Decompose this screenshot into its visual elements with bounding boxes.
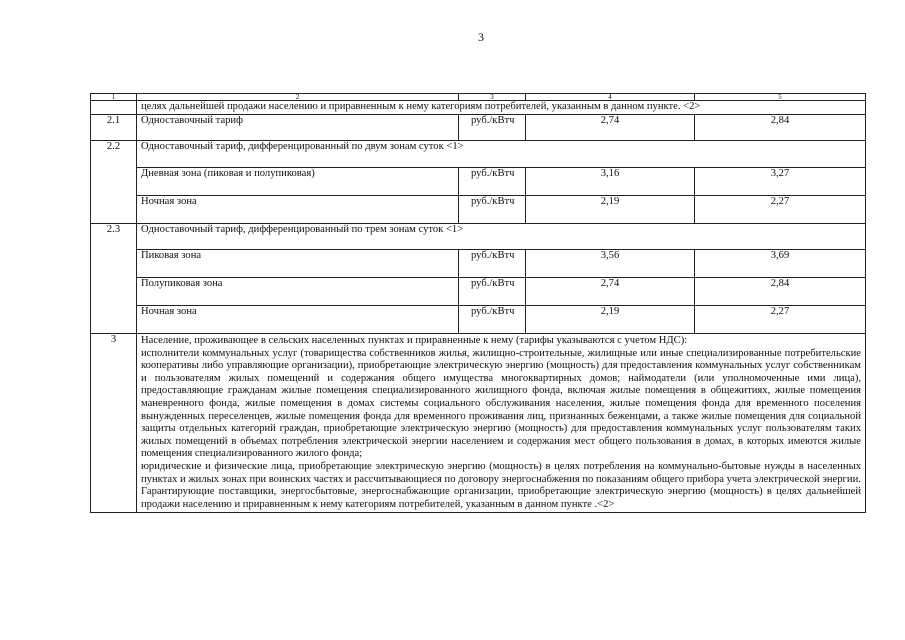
row-value-col4: 2,74 bbox=[526, 115, 695, 141]
row-unit: руб./кВтч bbox=[459, 196, 526, 224]
row-value-col4: 2,74 bbox=[526, 278, 695, 306]
row-value-col5: 2,27 bbox=[695, 196, 866, 224]
table-row bbox=[91, 196, 866, 224]
row-value-col5: 2,27 bbox=[695, 306, 866, 334]
row-value-col5: 2,84 bbox=[695, 278, 866, 306]
row-unit: руб./кВтч bbox=[459, 306, 526, 334]
row-label: Пиковая зона bbox=[137, 250, 459, 278]
paragraph: Гарантирующие поставщики, энергосбытовые, энергоснабжающие организации, приобретающие электрическую энергию (мощность) в целях дальнейшей продажи населению и приравненным к нему категориям потребителей, указанным в данном пункте .<2> bbox=[141, 486, 861, 510]
column-number-row bbox=[91, 94, 866, 101]
row-value-col4: 3,16 bbox=[526, 168, 695, 196]
row-number: 3 bbox=[91, 334, 137, 513]
table-row bbox=[91, 278, 866, 306]
row-unit: руб./кВтч bbox=[459, 250, 526, 278]
population-description bbox=[137, 334, 866, 513]
table-row bbox=[91, 334, 866, 513]
tariff-table bbox=[90, 93, 866, 513]
row-unit: руб./кВтч bbox=[459, 115, 526, 141]
column-number: 3 bbox=[459, 94, 526, 101]
row-value-col5: 2,84 bbox=[695, 115, 866, 141]
table-row bbox=[91, 224, 866, 250]
row-value-col4: 2,19 bbox=[526, 196, 695, 224]
row-unit: руб./кВтч bbox=[459, 278, 526, 306]
row-value-col5: 3,69 bbox=[695, 250, 866, 278]
row-value-col4: 2,19 bbox=[526, 306, 695, 334]
continuation-text: целях дальнейшей продажи населению и приравненным к нему категориям потребителей, указанным в данном пункте. <2> bbox=[137, 101, 866, 115]
row-label: Дневная зона (пиковая и полупиковая) bbox=[137, 168, 459, 196]
row-label: Одноставочный тариф, дифференцированный по трем зонам суток <1> bbox=[137, 224, 866, 250]
row-label: Одноставочный тариф, дифференцированный по двум зонам суток <1> bbox=[137, 141, 866, 168]
continuation-row bbox=[91, 101, 866, 115]
table-row bbox=[91, 306, 866, 334]
row-label: Одноставочный тариф bbox=[137, 115, 459, 141]
column-number: 5 bbox=[695, 94, 866, 101]
column-number: 1 bbox=[91, 94, 137, 101]
row-number: 2.3 bbox=[91, 224, 137, 334]
table-row bbox=[91, 168, 866, 196]
paragraph: юридические и физические лица, приобретающие электрическую энергию (мощность) в целях потребления на коммунально-бытовые нужды в населенных пунктах и жилых зонах при воинских частях и рассчитывающиеся по договору энергоснабжения по показаниям общего прибора учета электрической энергии. bbox=[141, 460, 861, 485]
row-unit: руб./кВтч bbox=[459, 168, 526, 196]
column-number: 2 bbox=[137, 94, 459, 101]
table-row bbox=[91, 141, 866, 168]
row-number: 2.2 bbox=[91, 141, 137, 224]
tariff-table-sheet bbox=[90, 93, 865, 568]
table-row bbox=[91, 115, 866, 141]
row-number: 2.1 bbox=[91, 115, 137, 141]
row-value-col5: 3,27 bbox=[695, 168, 866, 196]
row-label: Полупиковая зона bbox=[137, 278, 459, 306]
paragraph: исполнители коммунальных услуг (товарищества собственников жилья, жилищно-строительные, жилищные или иные специализированные потребительские кооперативы либо управляющие организации), приобретающие электрическую энергию (мощность) для предоставления коммунальных услуг собственникам и пользователям жилых помещений и содержания общего имущества многоквартирных домов; наймодатели (или уполномоченные ими лица), предоставляющие гражданам жилые помещения специализированного жилищного фонда, включая жилые помещения в общежитиях, жилые помещения маневренного фонда, жилые помещения в домах системы социального обслуживания населения, жилые помещения фонда для временного поселения вынужденных переселенцев, жилые помещения фонда для временного проживания лиц, признанных беженцами, а также жилые помещения для социальной защиты отдельных категорий граждан, приобретающие электрическую энергию (мощность) для предоставления коммунальных услуг пользователям таких жилых помещений в объемах потребления электрической энергии населением и содержания мест общего пользования в домах, в которых имеются жилые помещения специализированного жилого фонда; bbox=[141, 347, 861, 460]
page-number: 3 bbox=[478, 30, 484, 44]
paragraph: Население, проживающее в сельских населенных пунктах и приравненные к нему (тарифы указываются с учетом НДС): bbox=[141, 335, 688, 346]
row-label: Ночная зона bbox=[137, 196, 459, 224]
row-label: Ночная зона bbox=[137, 306, 459, 334]
table-row bbox=[91, 250, 866, 278]
column-number: 4 bbox=[526, 94, 695, 101]
row-value-col4: 3,56 bbox=[526, 250, 695, 278]
